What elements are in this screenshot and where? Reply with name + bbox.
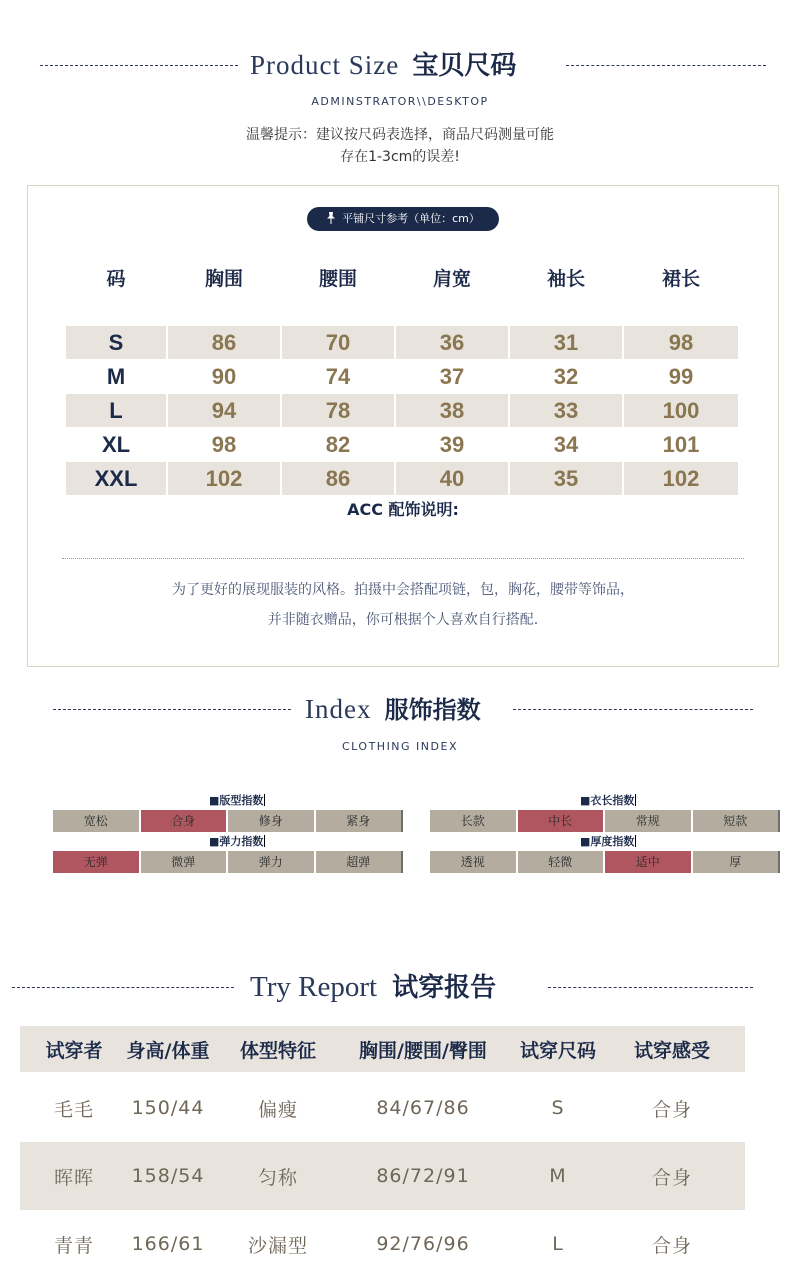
thickness-option: 透视 [430, 851, 518, 873]
fit-index-text: ■版型指数 [209, 794, 264, 807]
value-cell: 98 [624, 326, 738, 359]
col-header-measurements: 胸围/腰围/臀围 [359, 1039, 487, 1062]
measure-reference-pill [307, 207, 499, 231]
text-cursor [264, 794, 265, 806]
value-cell: 90 [211, 364, 237, 389]
value-cell: 33 [510, 394, 622, 427]
value-cell: 32 [553, 364, 579, 389]
report-section-title [250, 967, 496, 1007]
report-row [20, 1142, 745, 1210]
report-cell: 92/76/96 [376, 1233, 470, 1255]
report-cell: 毛毛 [53, 1098, 94, 1121]
fit-option-selected: 合身 [141, 810, 229, 832]
report-cell: 158/54 [131, 1165, 205, 1187]
dotted-divider [62, 558, 744, 559]
thickness-option-selected: 适中 [605, 851, 693, 873]
acc-note-line2: 并非随衣赠品，你可根据个人喜欢自行搭配. [267, 612, 539, 628]
length-option: 常规 [605, 810, 693, 832]
value-cell: 78 [282, 394, 394, 427]
value-cell: 98 [211, 432, 237, 457]
size-section-header [0, 45, 800, 85]
elasticity-index-bar [53, 851, 403, 873]
report-cell: 匀称 [257, 1166, 298, 1189]
col-header-waist: 腰围 [318, 268, 357, 290]
report-cell: 合身 [651, 1098, 692, 1121]
size-cell: S [66, 326, 166, 359]
report-cell: 84/67/86 [376, 1097, 470, 1119]
value-cell: 99 [668, 364, 694, 389]
fit-option: 宽松 [53, 810, 141, 832]
col-header-size: 码 [106, 268, 126, 290]
value-cell: 102 [168, 462, 280, 495]
length-index-text: ■衣长指数 [580, 794, 635, 807]
elasticity-index-text: ■弹力指数 [209, 835, 264, 848]
fit-option: 修身 [228, 810, 316, 832]
report-title-cn: 试穿报告 [392, 973, 497, 1003]
thickness-index-bar [430, 851, 780, 873]
elasticity-option: 超弹 [316, 851, 404, 873]
value-cell: 40 [396, 462, 508, 495]
value-cell: 86 [282, 462, 394, 495]
report-cell: M [549, 1165, 567, 1187]
value-cell: 31 [510, 326, 622, 359]
header-dash-right [513, 709, 753, 710]
value-cell: 36 [396, 326, 508, 359]
acc-note-line1: 为了更好的展现服装的风格。拍摄中会搭配项链，包，胸花，腰带等饰品， [172, 582, 634, 598]
value-cell: 74 [325, 364, 351, 389]
value-cell: 86 [168, 326, 280, 359]
size-title-cn: 宝贝尺码 [412, 51, 517, 81]
report-table-header [20, 1026, 745, 1072]
value-cell: 101 [662, 432, 700, 457]
size-tip-line1: 温馨提示：建议按尺码表选择，商品尺码测量可能 [246, 127, 554, 143]
value-cell: 70 [282, 326, 394, 359]
report-cell: 沙漏型 [247, 1234, 308, 1257]
report-cell: 合身 [651, 1166, 692, 1189]
report-title-en: Try Report [250, 971, 378, 1003]
value-cell: 37 [439, 364, 465, 389]
report-cell: 偏瘦 [257, 1098, 298, 1121]
pushpin-icon [326, 212, 336, 224]
report-cell: 150/44 [131, 1097, 205, 1119]
index-title-cn: 服饰指数 [384, 696, 481, 724]
col-header-try-size: 试穿尺码 [519, 1039, 596, 1062]
value-cell: 34 [553, 432, 579, 457]
fit-index-bar [53, 810, 403, 832]
col-header-sleeve: 袖长 [546, 268, 585, 290]
elasticity-option: 弹力 [228, 851, 316, 873]
report-cell: 晖晖 [53, 1166, 94, 1189]
col-header-tester: 试穿者 [45, 1039, 103, 1062]
size-tip-line2: 存在1-3cm的误差! [340, 149, 460, 165]
report-section-header [0, 967, 800, 1007]
thickness-option: 轻微 [518, 851, 606, 873]
size-cell: XXL [66, 462, 166, 495]
length-option-selected: 中长 [518, 810, 606, 832]
value-cell: 102 [624, 462, 738, 495]
text-cursor [635, 794, 636, 806]
value-cell: 35 [510, 462, 622, 495]
fit-option: 紧身 [316, 810, 404, 832]
thickness-index-text: ■厚度指数 [580, 835, 635, 848]
report-cell: 86/72/91 [376, 1165, 470, 1187]
report-cell: 166/61 [131, 1233, 205, 1255]
elasticity-option: 微弹 [141, 851, 229, 873]
value-cell: 39 [439, 432, 465, 457]
size-subtitle: ADMINSTRATOR\\DESKTOP [311, 95, 489, 108]
length-option: 短款 [693, 810, 781, 832]
header-dash-left [53, 709, 291, 710]
size-cell: XL [101, 432, 131, 457]
col-header-height-weight: 身高/体重 [126, 1039, 210, 1062]
col-header-body-type: 体型特征 [239, 1039, 316, 1062]
col-header-shoulder: 肩宽 [432, 268, 471, 290]
index-section-header [0, 689, 800, 729]
report-cell: S [551, 1097, 565, 1119]
col-header-feeling: 试穿感受 [633, 1039, 710, 1062]
value-cell: 82 [325, 432, 351, 457]
length-index-bar [430, 810, 780, 832]
fit-index-label [209, 794, 265, 808]
size-cell: M [106, 364, 126, 389]
thickness-option: 厚 [693, 851, 781, 873]
report-cell: L [552, 1233, 564, 1255]
elasticity-option-selected: 无弹 [53, 851, 141, 873]
header-dash-right [548, 987, 753, 988]
header-dash-left [12, 987, 234, 988]
length-option: 长款 [430, 810, 518, 832]
index-section-title [305, 689, 481, 729]
col-header-bust: 胸围 [204, 268, 243, 290]
report-row [20, 1210, 745, 1262]
size-cell: L [66, 394, 166, 427]
text-cursor [635, 835, 636, 847]
header-dash-left [40, 65, 238, 66]
index-subtitle: CLOTHING INDEX [342, 740, 458, 753]
value-cell: 94 [168, 394, 280, 427]
report-row [20, 1074, 745, 1142]
value-cell: 38 [396, 394, 508, 427]
thickness-index-label [580, 835, 636, 849]
index-title-en: Index [305, 694, 372, 724]
size-section-title [250, 45, 516, 85]
report-cell: 合身 [651, 1234, 692, 1257]
value-cell: 100 [624, 394, 738, 427]
col-header-length: 裙长 [661, 268, 700, 290]
elasticity-index-label [209, 835, 265, 849]
pill-label: 平铺尺寸参考（单位：cm） [342, 212, 480, 225]
report-cell: 青青 [53, 1234, 94, 1257]
length-index-label [580, 794, 636, 808]
size-title-en: Product Size [250, 50, 400, 80]
acc-title: ACC 配饰说明: [347, 500, 459, 519]
text-cursor [264, 835, 265, 847]
header-dash-right [566, 65, 766, 66]
